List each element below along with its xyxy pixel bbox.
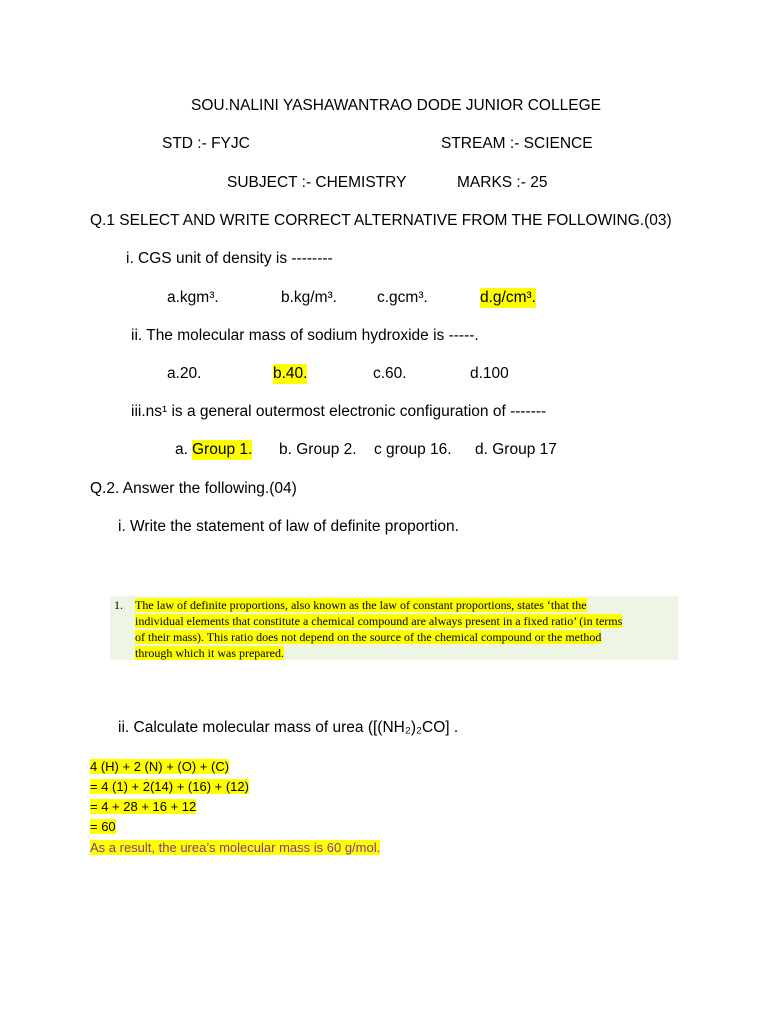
q1-iii-option-b: b. Group 2.	[279, 441, 357, 458]
q1-i-option-c: c.gcm³.	[377, 289, 428, 306]
q1-iii-option-c: c group 16.	[374, 441, 452, 458]
std-label: STD :- FYJC	[162, 135, 250, 152]
answer-number: 1.	[114, 598, 123, 612]
college-name: SOU.NALINI YASHAWANTRAO DODE JUNIOR COLLEGE	[191, 97, 601, 114]
q1-i-option-d-correct: d.g/cm³.	[480, 289, 536, 306]
q1-iii-question: iii.ns¹ is a general outermost electronic configuration of -------	[131, 403, 547, 420]
q1-iii-option-a-correct: Group 1.	[192, 441, 253, 458]
q1-ii-question: ii. The molecular mass of sodium hydroxide is -----.	[131, 327, 479, 344]
calc-step: = 60	[90, 819, 116, 834]
answer-line: of their mass). This ratio does not depend on the source of the chemical compound or the method	[135, 630, 602, 644]
q1-ii-option-a: a.20.	[167, 365, 202, 382]
answer-line: through which it was prepared.	[135, 646, 284, 660]
q1-iii-option-d: d. Group 17	[475, 441, 557, 458]
q2-ii-question: ii. Calculate molecular mass of urea ([(NH₂)₂CO] .	[118, 719, 459, 736]
q1-i-option-a: a.kgm³.	[167, 289, 219, 306]
q1-i-option-b: b.kg/m³.	[281, 289, 337, 306]
q2-i-question: i. Write the statement of law of definite proportion.	[118, 518, 459, 535]
subject-label: SUBJECT :- CHEMISTRY	[227, 174, 407, 191]
definite-proportion-answer	[110, 596, 678, 660]
q1-title: Q.1 SELECT AND WRITE CORRECT ALTERNATIVE FROM THE FOLLOWING.(03)	[90, 212, 672, 229]
q1-ii-option-b-correct: b.40.	[273, 365, 308, 382]
q1-ii-option-c: c.60.	[373, 365, 407, 382]
q1-i-question: i. CGS unit of density is --------	[126, 250, 333, 267]
calc-step: = 4 + 28 + 16 + 12	[90, 799, 197, 814]
calc-step: = 4 (1) + 2(14) + (16) + (12)	[90, 779, 249, 794]
q1-ii-option-d: d.100	[470, 365, 509, 382]
stream-label: STREAM :- SCIENCE	[441, 135, 593, 152]
calc-result: As a result, the urea’s molecular mass is 60 g/mol.	[90, 840, 381, 855]
calc-step: 4 (H) + 2 (N) + (O) + (C)	[90, 759, 230, 774]
answer-line: individual elements that constitute a chemical compound are always present in a fixed ratio’ (in terms	[135, 614, 623, 628]
answer-text	[135, 597, 675, 661]
q2-title: Q.2. Answer the following.(04)	[90, 480, 297, 497]
answer-line: The law of definite proportions, also known as the law of constant proportions, states ‘that the	[135, 598, 587, 612]
marks-label: MARKS :- 25	[457, 174, 548, 191]
q1-iii-option-a-prefix: a.	[175, 441, 188, 458]
